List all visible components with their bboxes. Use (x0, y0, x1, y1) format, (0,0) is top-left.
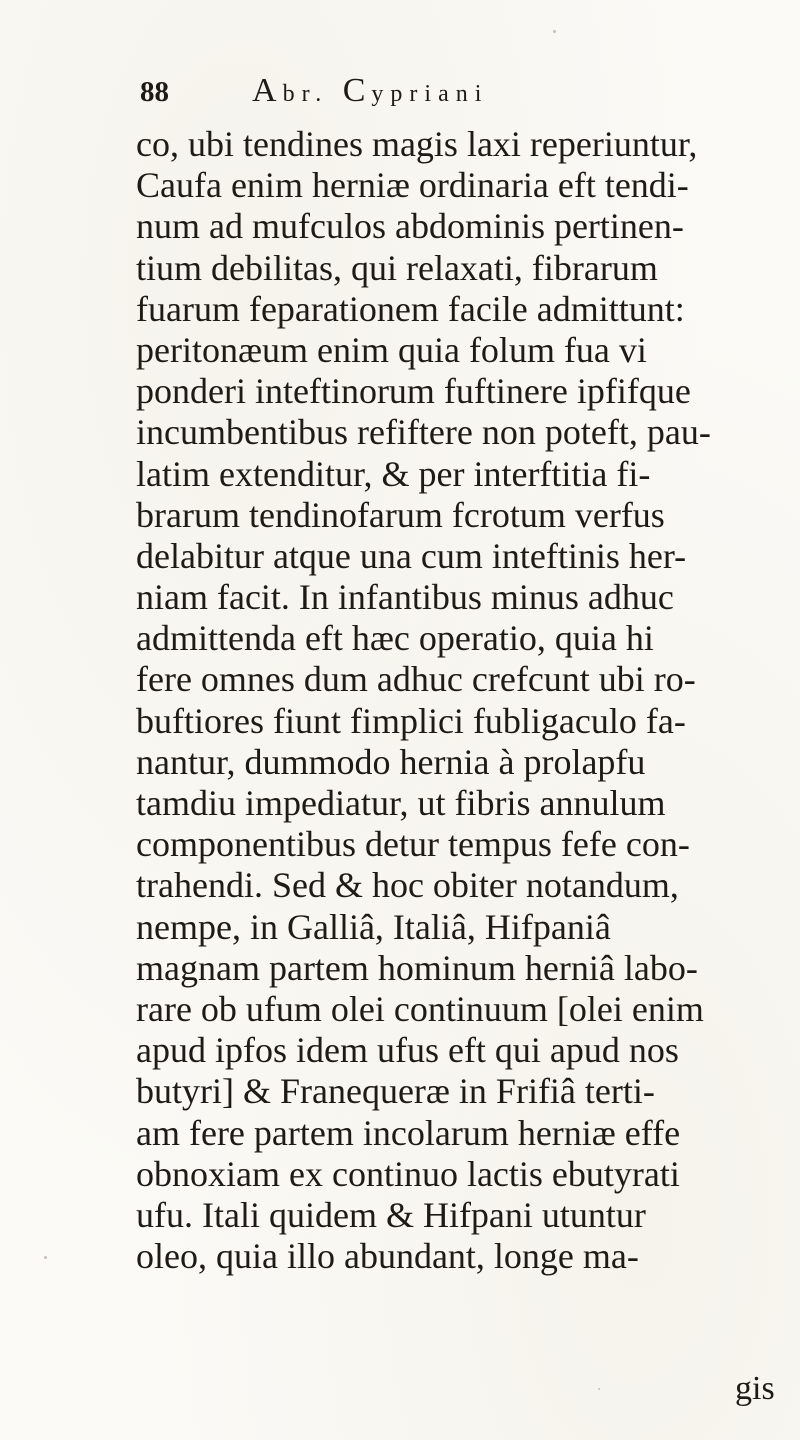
text-line: tamdiu impediatur, ut fibris annulum (136, 783, 666, 823)
text-line: brarum tendinofarum fcrotum verfus (136, 494, 665, 535)
text-line: rare ob ufum olei continuum [olei enim (136, 988, 704, 1029)
author-rest-2: ypriani (371, 81, 489, 107)
text-line: Caufa enim herniæ ordinaria eft tendi- (136, 165, 689, 206)
running-head-title (252, 72, 488, 110)
text-line: obnoxiam ex continuo lactis ebutyrati (136, 1153, 680, 1194)
author-initial-2: C (342, 72, 372, 109)
text-line: apud ipfos idem ufus eft qui apud nos (136, 1030, 679, 1071)
text-line: componentibus detur tempus fefe con- (136, 824, 690, 865)
text-line: fere omnes dum adhuc crefcunt ubi ro- (136, 659, 696, 700)
text-line: delabitur atque una cum inteftinis her- (136, 535, 687, 576)
catchword: gis (735, 1370, 775, 1407)
text-line: buftiores fiunt fimplici fubligaculo fa- (136, 700, 686, 741)
text-line: fuarum feparationem facile admittunt: (136, 288, 685, 329)
author-initial-1: A (252, 72, 283, 109)
running-header (140, 72, 680, 122)
text-line: num ad mufculos abdominis pertinen- (136, 206, 684, 247)
text-line: nempe, in Galliâ, Italiâ, Hifpaniâ (136, 906, 611, 947)
text-line: nantur, dummodo hernia à prolapfu (136, 741, 646, 782)
text-line: trahendi. Sed & hoc obiter notandum, (136, 865, 679, 906)
text-line: incumbentibus refiftere non poteft, pau- (136, 412, 711, 453)
text-line: am fere partem incolarum herniæ effe (136, 1112, 681, 1153)
text-line: butyri] & Franequeræ in Frifiâ terti- (136, 1071, 655, 1112)
text-line: co, ubi tendines magis laxi reperiuntur, (136, 124, 698, 164)
body-text (136, 124, 796, 1277)
text-line: latim extenditur, & per interftitia fi- (136, 453, 651, 494)
text-line: peritonæum enim quia folum fua vi (136, 329, 647, 370)
text-line: ufu. Itali quidem & Hifpani utuntur (136, 1194, 646, 1235)
text-line: ponderi inteftinorum fuftinere ipfifque (136, 371, 691, 412)
text-line: niam facit. In infantibus minus adhuc (136, 577, 674, 618)
paper-speck (44, 1256, 47, 1259)
text-line: magnam partem hominum herniâ labo- (136, 947, 698, 988)
text-line: tium debilitas, qui relaxati, fibrarum (136, 247, 658, 288)
paper-speck (598, 1388, 600, 1390)
author-rest-1: br. (282, 81, 329, 107)
text-line: oleo, quia illo abundant, longe ma- (136, 1236, 639, 1277)
page-number: 88 (140, 76, 169, 108)
text-line: admittenda eft hæc operatio, quia hi (136, 618, 654, 659)
paper-speck (553, 30, 556, 33)
